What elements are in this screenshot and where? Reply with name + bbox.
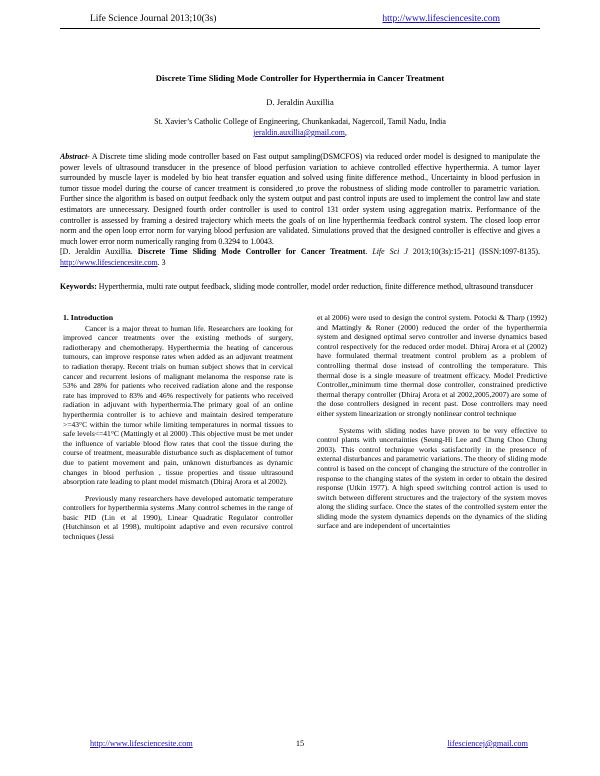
abstract-text: A Discrete time sliding mode controller based on Fast output sampling(DSMCFOS) via reduced order model is designed to manipulate the power levels of ultrasound transducer in the presence of blood perfusion variation to achieve controlled effective hyperthermia. A tumor layer surrounded by muscle layer is modeled by bio heat transfer equation and solved using finite difference method., Uncertainty in blood perfusion in tumor tissue model during the course of cancer treatment is considered ,to prove the robustness of sliding mode controller to parametric variation. Further since the algorithm is based on output feedback only the system output and past control inputs are used to implement the control law and state estimators are unnecessary. Designed fourth order controller is used to control 131 order system using aggregation matrix. Performance of the controller is assessed by framing a desired trajectory which meets the goals of on line hyperthermia feedback control system. The closed loop error norm and the open loop error norm for varying blood perfusion are validated. Simulations proved that the designed controller is effective and gives a much lower error norm numerically ranging from 0.3294 to 1.0043. [60,152,540,246]
paragraph: et al 2006) were used to design the control system. Potocki & Tharp (1992) and Mattingly & Roner (2000) reduced the order of the hyperthermia system and designed optimal servo controller and inverse dynamics based control respectively for the reduced order model. Dhiraj Arora et al (2002) have formulated thermal treatment control problem as a problem of controlling thermal dose instead of controlling the temperature. This thermal dose is a single measure of treatment efficacy. Model Predictive Controller,,minimum time thermal dose controller, constrained predictive thermal therapy controller (Dhiraj Arora et al 2002,2005,2007) are some of the dose controllers designed in recent past. Dose controllers may need either system linearization or strongly nonlinear control technique [317,313,547,418]
keywords-text: Hyperthermia, multi rate output feedback, sliding mode controller, model order reduction, finite difference method, ultrasound transducer [96,282,534,291]
author-email-link[interactable]: jeraldin.auxillia@gmail.com [253,128,345,137]
citation [60,247,540,268]
running-header [60,14,540,27]
citation-journal: Life Sci J [372,247,408,256]
email-suffix: , [344,128,347,137]
citation-after-title: . [365,247,373,256]
author-name: D. Jeraldin Auxillia [266,97,334,107]
citation-title: Discrete Time Sliding Mode Controller for Cancer Treatment [137,247,366,256]
paragraph: Cancer is a major threat to human life. Researchers are looking for improved cancer treatments over the existing methods of surgery, radiotherapy and chemotherapy. Hyperthermia the heating of cancerous tumours, can improve response rates when added as an adjuvant treatment to radiation therapy. Recent trials on human subject shows that in cervical cancer and recurrent lesions of malignant melanoma the response rate is 53% and 28% for patients who received radiation alone and the response rate has improved to 83% and 46% respectively for patients who received radiation in adjuvant with hyperthermia.The primary goal of an online hyperthermia controller is to achieve and maintain desired temperature >=43°C within the tumor while limiting temperatures in normal tissues to safe levels<=41°C (Mattingly et al 2000) .This objective must be met under the influence of variable blood flow rates that cool the tissue during the course of treatment, measurable disturbance such as displacement of tumor due to patient movement and pain, unknown disturbances as dynamic changes in blood perfusion , tissue properties and tissue ultrasound absorption rate leading to plant model mismatch (Dhiraj Arora et al 2002). [63,323,293,487]
header-url-link[interactable]: http://www.lifesciencesite.com [382,14,500,24]
left-column [63,313,293,549]
citation-link[interactable]: http://www.lifesciencesite.com [60,257,158,267]
footer-url-link[interactable]: http://www.lifesciencesite.com [90,739,193,748]
citation-suffix: . 3 [157,257,166,267]
header-rule [60,28,540,29]
right-column [317,313,547,538]
affiliation-text: St. Xavier’s Catholic College of Engineering, Chunkankadai, Nagercoil, Tamil Nadu, India [154,117,446,126]
citation-details: 2013;10(3s):15-21] (ISSN:1097-8135). [407,247,540,256]
abstract [60,152,540,247]
abstract-label: Abstract- [60,152,90,161]
keywords-label: Keywords: [60,282,97,291]
paper-title: Discrete Time Sliding Mode Controller for Hyperthermia in Cancer Treatment [155,73,445,83]
keywords [60,282,540,293]
citation-prefix: [D. Jeraldin Auxillia. [60,247,138,256]
paragraph: Systems with sliding nodes have proven to be very effective to control plants with uncertainties (Seung-Hi Lee and Chung Choo Chung 2003). This control technique works satisfactorily in the presence of external disturbances and parametric variations. The theory of sliding mode control is based on the concept of changing the structure of the controller in response to the changing states of the system in order to obtain the desired response (Utkin 1977). A high speed switching control action is used to switch between different structures and the trajectory of the system moves along the sliding surface. Once the states of the controlled system enter the sliding mode the system dynamics depends on the dynamics of the sliding surface and are independent of uncertainties [317,425,547,531]
affiliation [60,116,540,138]
journal-name: Life Science Journal 2013;10(3s) [90,14,217,24]
page-number: 15 [295,739,305,748]
footer-email-link[interactable]: lifesciencej@gmail.com [447,739,528,748]
section-heading-introduction: 1. Introduction [63,313,114,322]
author-email-line [60,127,540,138]
paragraph: Previously many researchers have developed automatic temperature controllers for hyperthermia systems .Many control schemes in the range of basic PID (Lin et al 1990), Linear Quadratic Regulator controller (Hutchinson et al 1998), multipoint adaptive and even recursive control techniques (Jessi [63,493,293,542]
page-footer [60,739,540,751]
